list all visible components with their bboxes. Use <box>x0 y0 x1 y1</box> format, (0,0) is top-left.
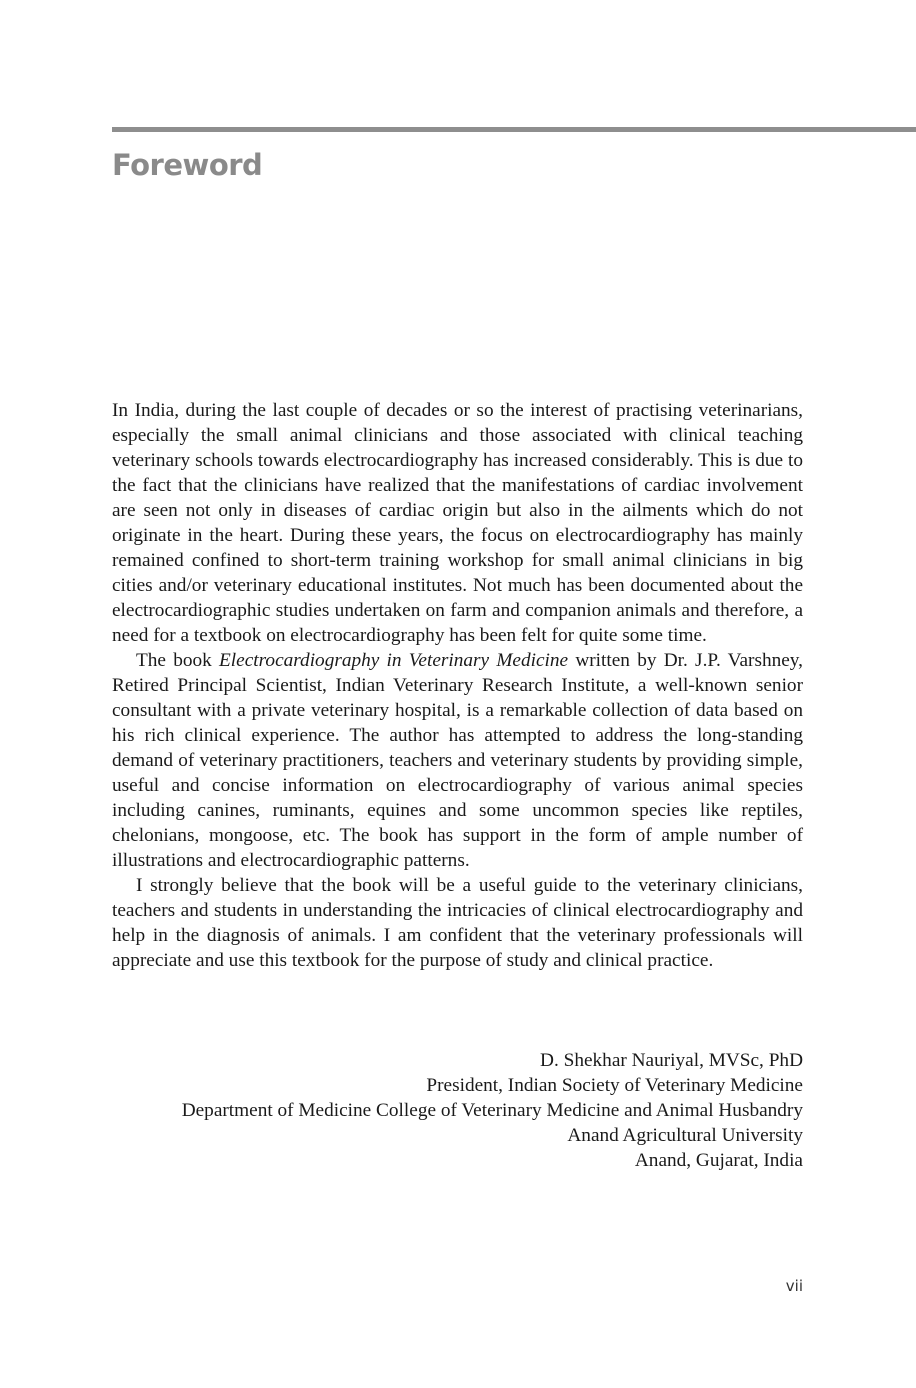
foreword-paragraph-2 <box>112 648 803 873</box>
chapter-title: Foreword <box>112 148 263 182</box>
foreword-body <box>112 398 803 973</box>
signatory-department: Department of Medicine College of Veterinary Medicine and Animal Husbandry <box>181 1100 803 1121</box>
signatory-position: President, Indian Society of Veterinary Medicine <box>426 1075 803 1096</box>
chapter-top-rule <box>112 127 916 132</box>
page-number: vii <box>785 1277 803 1295</box>
paragraph-2-rest: written by Dr. J.P. Varshney, Retired Principal Scientist, Indian Veterinary Research Institute, a well-known senior consultant with a private veterinary hospital, is a remarkable collection of data based on his rich clinical experience. The author has attempted to address the long-standing demand of veterinary practitioners, teachers and veterinary students by providing simple, useful and concise information on electrocardiography of various animal species including canines, ruminants, equines and some uncommon species like reptiles, chelonians, mongoose, etc. The book has support in the form of ample number of illustrations and electrocardiographic patterns. <box>112 650 803 871</box>
signatory-location: Anand, Gujarat, India <box>634 1150 803 1171</box>
signatory-name: D. Shekhar Nauriyal, MVSc, PhD <box>540 1050 803 1071</box>
paragraph-2-lead: The book <box>136 650 220 671</box>
signature-block <box>182 1048 803 1173</box>
foreword-paragraph-1: In India, during the last couple of decades or so the interest of practising veterinarians, especially the small animal clinicians and those associated with clinical teaching veterinary schools towards electrocardiography has increased considerably. This is due to the fact that the clinicians have realized that the manifestations of cardiac involvement are seen not only in diseases of cardiac origin but also in the ailments which do not originate in the heart. During these years, the focus on electrocardiography has mainly remained confined to short-term training workshop for small animal clinicians in big cities and/or veterinary educational institutes. Not much has been documented about the electrocardiographic studies undertaken on farm and companion animals and therefore, a need for a textbook on electrocardiography has been felt for quite some time. <box>112 400 803 646</box>
signatory-university: Anand Agricultural University <box>567 1125 803 1146</box>
foreword-paragraph-3: I strongly believe that the book will be a useful guide to the veterinary clinicians, teachers and students in understanding the intricacies of clinical electrocardiography and help in the diagnosis of animals. I am confident that the veterinary professionals will appreciate and use this textbook for the purpose of study and clinical practice. <box>112 875 803 971</box>
book-title-italic: Electrocardiography in Veterinary Medicine <box>219 650 569 671</box>
